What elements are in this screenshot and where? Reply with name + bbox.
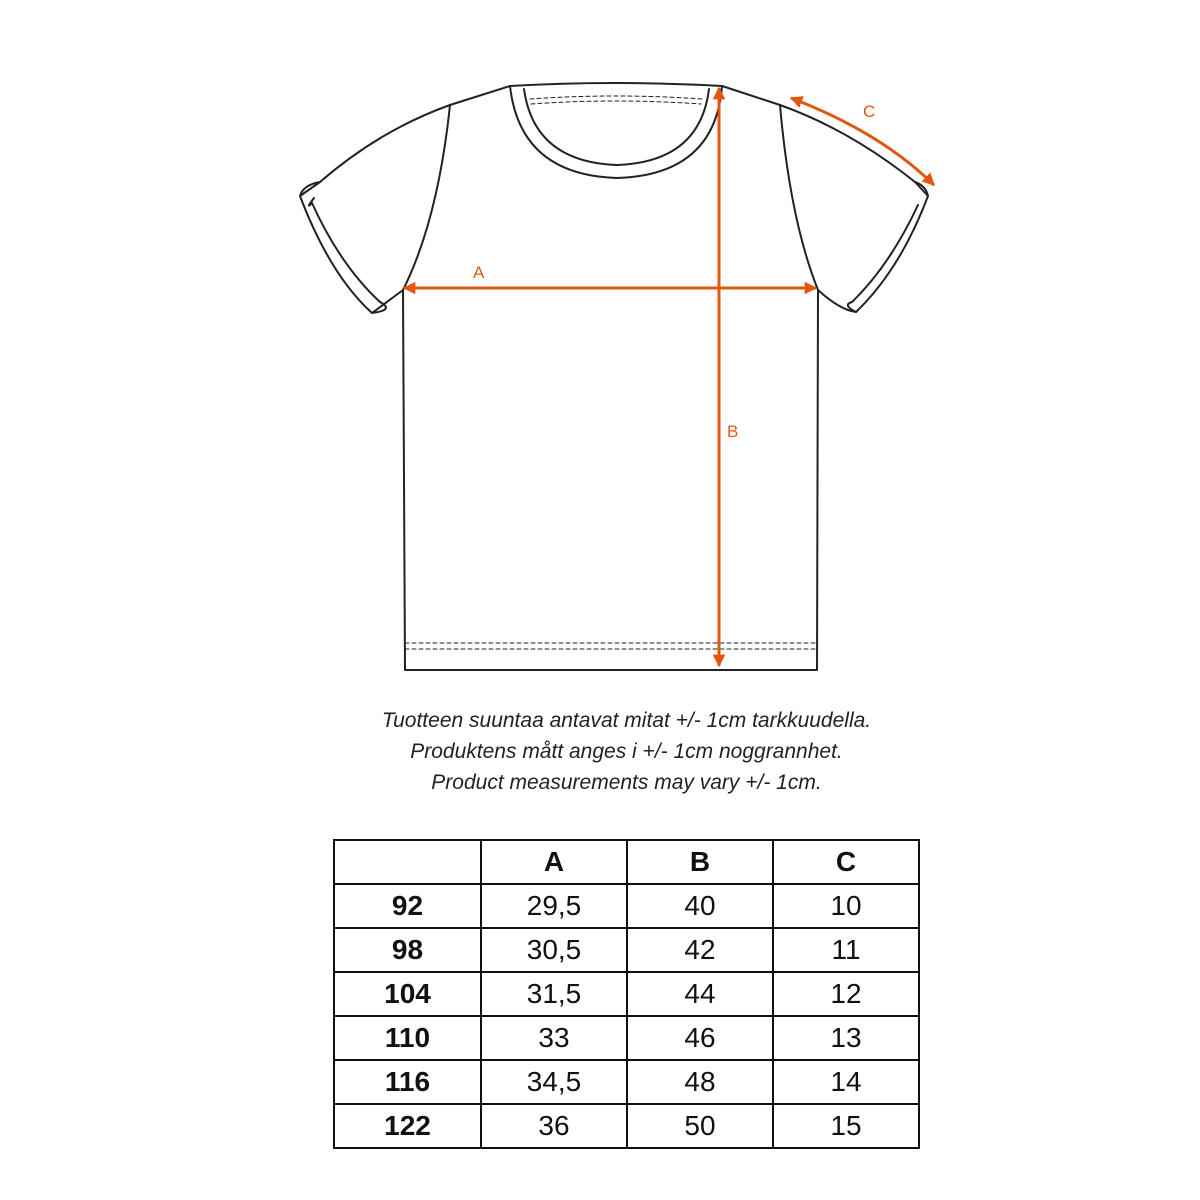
a-cell: 31,5 xyxy=(481,972,627,1016)
dimension-a-label: A xyxy=(473,263,485,282)
table-row xyxy=(334,1104,919,1148)
measurement-notes xyxy=(0,705,1200,798)
tshirt-outline xyxy=(300,83,928,670)
b-cell: 48 xyxy=(627,1060,773,1104)
size-table xyxy=(333,839,920,1149)
table-row xyxy=(334,972,919,1016)
size-cell: 104 xyxy=(334,972,481,1016)
size-cell: 110 xyxy=(334,1016,481,1060)
a-cell: 36 xyxy=(481,1104,627,1148)
a-cell: 33 xyxy=(481,1016,627,1060)
size-cell: 122 xyxy=(334,1104,481,1148)
header-size xyxy=(334,840,481,884)
size-cell: 92 xyxy=(334,884,481,928)
b-cell: 44 xyxy=(627,972,773,1016)
b-cell: 46 xyxy=(627,1016,773,1060)
note-english: Product measurements may vary +/- 1cm. xyxy=(431,771,822,794)
table-row xyxy=(334,1016,919,1060)
b-cell: 50 xyxy=(627,1104,773,1148)
dimension-b-label: B xyxy=(727,422,739,441)
size-cell: 116 xyxy=(334,1060,481,1104)
table-header-row xyxy=(334,840,919,884)
a-cell: 29,5 xyxy=(481,884,627,928)
header-a: A xyxy=(481,840,627,884)
c-cell: 12 xyxy=(773,972,919,1016)
a-cell: 34,5 xyxy=(481,1060,627,1104)
table-row xyxy=(334,1060,919,1104)
b-cell: 42 xyxy=(627,928,773,972)
a-cell: 30,5 xyxy=(481,928,627,972)
c-cell: 15 xyxy=(773,1104,919,1148)
table-row xyxy=(334,928,919,972)
c-cell: 10 xyxy=(773,884,919,928)
table-row xyxy=(334,884,919,928)
c-cell: 14 xyxy=(773,1060,919,1104)
size-cell: 98 xyxy=(334,928,481,972)
header-b: B xyxy=(627,840,773,884)
c-cell: 11 xyxy=(773,928,919,972)
header-c: C xyxy=(773,840,919,884)
c-cell: 13 xyxy=(773,1016,919,1060)
dimension-c-label: C xyxy=(863,102,876,121)
b-cell: 40 xyxy=(627,884,773,928)
note-finnish: Tuotteen suuntaa antavat mitat +/- 1cm tarkkuudella. xyxy=(381,709,872,732)
note-swedish: Produktens mått anges i +/- 1cm noggrannhet. xyxy=(410,740,843,763)
